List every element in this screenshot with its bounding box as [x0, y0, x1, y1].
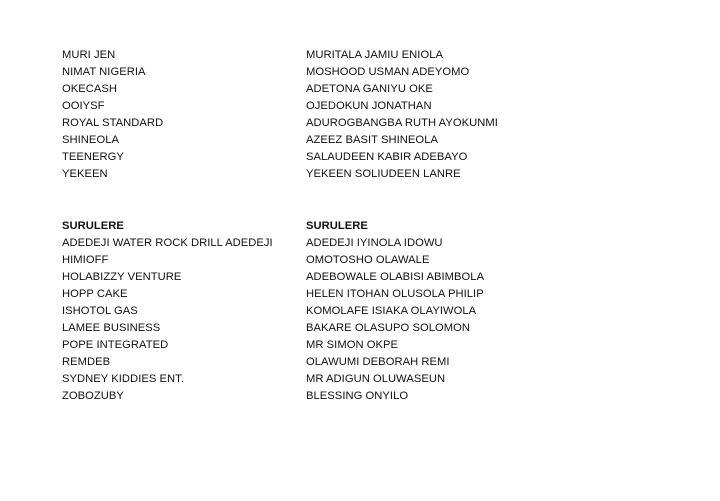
business-name: ADEDEJI WATER ROCK DRILL ADEDEJI: [62, 237, 273, 249]
owner-name: ADUROGBANGBA RUTH AYOKUNMI: [306, 117, 498, 129]
owner-name: OLAWUMI DEBORAH REMI: [306, 356, 450, 368]
business-name: REMDEB: [62, 356, 111, 368]
business-name: ISHOTOL GAS: [62, 305, 138, 317]
business-name: SHINEOLA: [62, 134, 119, 146]
section-heading: SURULERE: [62, 220, 124, 232]
owner-name: ADEBOWALE OLABISI ABIMBOLA: [306, 271, 485, 283]
business-name: LAMEE BUSINESS: [62, 322, 161, 334]
business-name: OKECASH: [62, 83, 118, 95]
business-name: MURI JEN: [62, 49, 116, 61]
owner-names-list-top: [306, 47, 498, 183]
business-name: TEENERGY: [62, 151, 124, 163]
business-name: OOIYSF: [62, 100, 105, 112]
business-name: HOLABIZZY VENTURE: [62, 271, 182, 283]
owner-name: BAKARE OLASUPO SOLOMON: [306, 322, 470, 334]
owner-name: MOSHOOD USMAN ADEYOMO: [306, 66, 470, 78]
business-name: ZOBOZUBY: [62, 390, 124, 402]
owner-name: BLESSING ONYILO: [306, 390, 409, 402]
owner-name: ADEDEJI IYINOLA IDOWU: [306, 237, 443, 249]
owner-name: OMOTOSHO OLAWALE: [306, 254, 430, 266]
owner-name: SALAUDEEN KABIR ADEBAYO: [306, 151, 468, 163]
owner-name: OJEDOKUN JONATHAN: [306, 100, 432, 112]
business-name: POPE INTEGRATED: [62, 339, 169, 351]
owner-names-list-surulere: [306, 218, 484, 405]
owner-name: MR SIMON OKPE: [306, 339, 399, 351]
owner-name: MURITALA JAMIU ENIOLA: [306, 49, 443, 61]
business-name: ROYAL STANDARD: [62, 117, 164, 129]
owner-name: YEKEEN SOLIUDEEN LANRE: [306, 168, 461, 180]
owner-name: AZEEZ BASIT SHINEOLA: [306, 134, 438, 146]
business-name: YEKEEN: [62, 168, 108, 180]
section-heading: SURULERE: [306, 220, 368, 232]
owner-name: KOMOLAFE ISIAKA OLAYIWOLA: [306, 305, 477, 317]
business-names-list-surulere: [62, 218, 273, 405]
owner-name: ADETONA GANIYU OKE: [306, 83, 433, 95]
business-names-list-top: [62, 47, 163, 183]
business-name: HOPP CAKE: [62, 288, 128, 300]
owner-name: MR ADIGUN OLUWASEUN: [306, 373, 446, 385]
business-name: HIMIOFF: [62, 254, 109, 266]
business-name: NIMAT NIGERIA: [62, 66, 146, 78]
owner-name: HELEN ITOHAN OLUSOLA PHILIP: [306, 288, 484, 300]
business-name: SYDNEY KIDDIES ENT.: [62, 373, 184, 385]
